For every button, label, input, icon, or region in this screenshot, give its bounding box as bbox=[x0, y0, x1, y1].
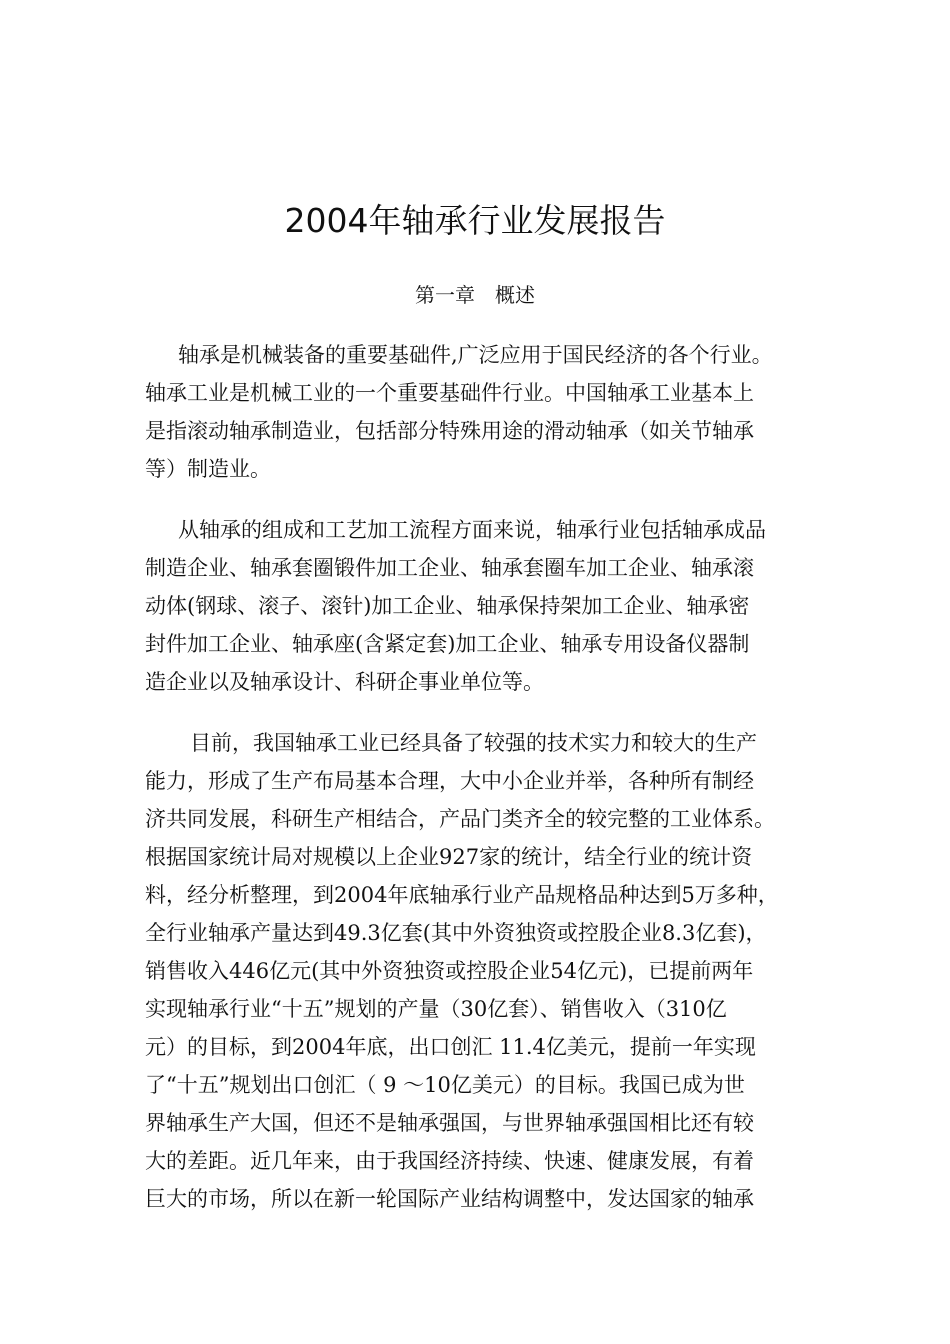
paragraph-line: 从轴承的组成和工艺加工流程方面来说，轴承行业包括轴承成品 bbox=[178, 518, 766, 542]
paragraph-line: 销售收入446亿元(其中外资独资或控股企业54亿元)，已提前两年 bbox=[145, 959, 754, 983]
paragraph-line: 实现轴承行业“十五”规划的产量（30亿套）、销售收入（310亿 bbox=[145, 997, 727, 1021]
paragraph-line: 封件加工企业、轴承座(含紧定套)加工企业、轴承专用设备仪器制 bbox=[145, 632, 750, 656]
paragraph-line: 了“十五”规划出口创汇（ 9 ～10亿美元）的目标。我国已成为世 bbox=[145, 1073, 745, 1097]
paragraph-line: 轴承是机械装备的重要基础件,广泛应用于国民经济的各个行业。 bbox=[178, 343, 773, 367]
paragraph-line: 大的差距。近几年来，由于我国经济持续、快速、健康发展，有着 bbox=[145, 1149, 754, 1173]
paragraph-line: 界轴承生产大国，但还不是轴承强国，与世界轴承强国相比还有较 bbox=[145, 1111, 754, 1135]
paragraph-line: 料，经分析整理，到2004年底轴承行业产品规格品种达到5万多种， bbox=[145, 883, 779, 907]
paragraph-line: 根据国家统计局对规模以上企业927家的统计，结全行业的统计资 bbox=[145, 845, 753, 869]
paragraph-line: 能力，形成了生产布局基本合理，大中小企业并举，各种所有制经 bbox=[145, 769, 754, 793]
paragraph-line: 是指滚动轴承制造业，包括部分特殊用途的滑动轴承（如关节轴承 bbox=[145, 419, 754, 443]
paragraph-line: 动体(钢球、滚子、滚针)加工企业、轴承保持架加工企业、轴承密 bbox=[145, 594, 750, 618]
paragraph-line: 济共同发展，科研生产相结合，产品门类齐全的较完整的工业体系。 bbox=[145, 807, 775, 831]
paragraph-line: 元）的目标，到2004年底，出口创汇 11.4亿美元，提前一年实现 bbox=[145, 1035, 756, 1059]
paragraph-line: 全行业轴承产量达到49.3亿套(其中外资独资或控股企业8.3亿套)， bbox=[145, 921, 767, 945]
paragraph-line: 造企业以及轴承设计、科研企事业单位等。 bbox=[145, 670, 544, 694]
paragraph-line: 目前，我国轴承工业已经具备了较强的技术实力和较大的生产 bbox=[190, 731, 757, 755]
paragraph-line: 等）制造业。 bbox=[145, 457, 271, 481]
paragraph-line: 制造企业、轴承套圈锻件加工企业、轴承套圈车加工企业、轴承滚 bbox=[145, 556, 754, 580]
document-title: 2004年轴承行业发展报告 bbox=[284, 201, 666, 240]
chapter-heading: 第一章 概述 bbox=[415, 283, 535, 307]
paragraph-line: 巨大的市场，所以在新一轮国际产业结构调整中，发达国家的轴承 bbox=[145, 1187, 754, 1211]
paragraph-line: 轴承工业是机械工业的一个重要基础件行业。中国轴承工业基本上 bbox=[145, 381, 754, 405]
